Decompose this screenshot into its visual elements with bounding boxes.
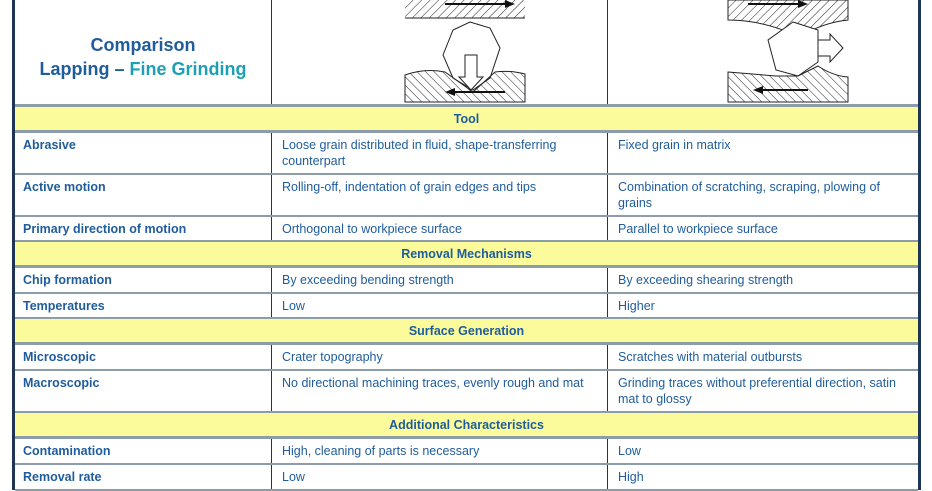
lapping-cell: High, cleaning of parts is necessary <box>272 439 608 463</box>
lapping-cell: Crater topography <box>272 345 608 369</box>
property-cell: Active motion <box>15 175 272 215</box>
grinding-cell: Higher <box>618 299 655 313</box>
lapping-cell: By exceeding bending strength <box>272 268 608 292</box>
property-cell: Primary direction of motion <box>15 217 272 240</box>
property-cell: Chip formation <box>15 268 272 292</box>
section-header <box>15 242 918 268</box>
table-header <box>15 0 918 107</box>
grinding-cell: Low <box>618 444 641 458</box>
grinding-diagram <box>608 0 918 104</box>
table-row <box>15 345 918 371</box>
property-cell: Abrasive <box>15 133 272 173</box>
grinding-cell: Parallel to workpiece surface <box>618 222 778 236</box>
table-row <box>15 465 918 491</box>
table-title <box>15 0 272 104</box>
grinding-cell: Fixed grain in matrix <box>618 138 731 152</box>
lapping-cell: Rolling-off, indentation of grain edges and tips <box>272 175 608 215</box>
section-label: Tool <box>453 111 480 126</box>
grinding-cell: High <box>618 470 644 484</box>
property-cell: Microscopic <box>15 345 272 369</box>
property-cell: Temperatures <box>15 294 272 317</box>
table-row <box>15 133 918 175</box>
title-dash: – <box>109 59 130 79</box>
section-label: Surface Generation <box>408 323 525 338</box>
property-cell: Removal rate <box>15 465 272 489</box>
section-header <box>15 107 918 133</box>
grinding-cell: Combination of scratching, scraping, plowing of grains <box>618 180 880 210</box>
lapping-cell: Low <box>272 465 608 489</box>
section-header <box>15 413 918 439</box>
grinding-cell: By exceeding shearing strength <box>618 273 794 287</box>
section-label: Removal Mechanisms <box>401 246 532 261</box>
lapping-cell: Loose grain distributed in fluid, shape-transferring counterpart <box>272 133 608 173</box>
grinding-cell: Scratches with material outbursts <box>618 350 803 364</box>
table-row <box>15 294 918 319</box>
property-cell: Macroscopic <box>15 371 272 411</box>
grinding-cell: Grinding traces without preferential direction, satin mat to glossy <box>618 376 896 406</box>
lapping-cell: No directional machining traces, evenly rough and mat <box>272 371 608 411</box>
lapping-cell: Orthogonal to workpiece surface <box>272 217 608 240</box>
table-row <box>15 268 918 294</box>
table-row <box>15 371 918 413</box>
table-row <box>15 439 918 465</box>
property-cell: Contamination <box>15 439 272 463</box>
table-row <box>15 175 918 217</box>
comparison-table <box>12 0 921 490</box>
title-line1: Comparison <box>90 35 196 55</box>
lapping-diagram <box>272 0 608 104</box>
table-row <box>15 217 918 242</box>
section-header <box>15 319 918 345</box>
title-lapping: Lapping <box>39 59 110 79</box>
lapping-cell: Low <box>272 294 608 317</box>
section-label: Additional Characteristics <box>389 417 544 432</box>
title-grinding: Fine Grinding <box>129 59 247 79</box>
